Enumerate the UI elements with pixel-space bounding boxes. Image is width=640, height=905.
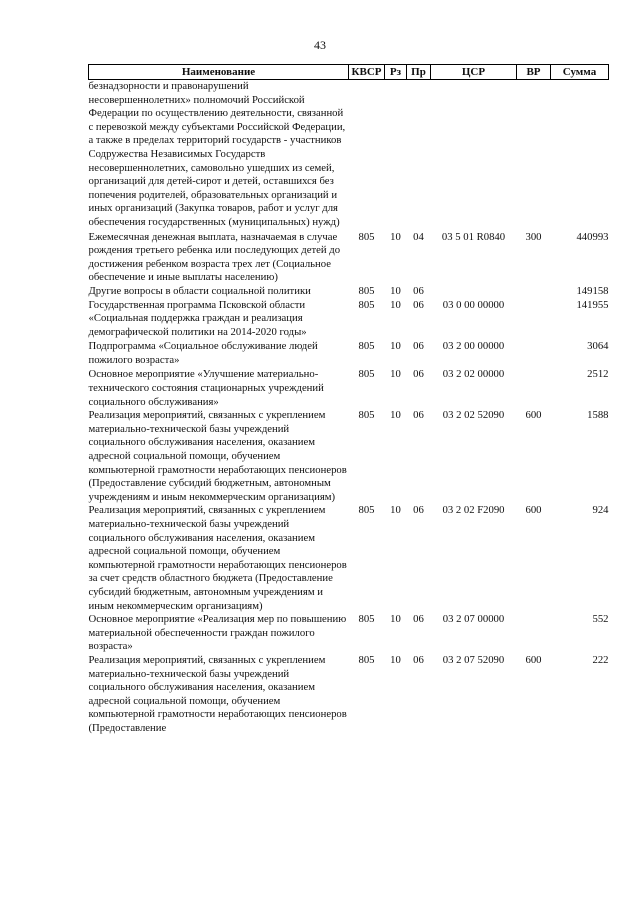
row-csr: 03 2 02 F2090 bbox=[442, 504, 505, 517]
table-row bbox=[89, 339, 609, 367]
table-row bbox=[89, 613, 609, 654]
header-pr: Пр bbox=[407, 65, 431, 80]
page-number: 43 bbox=[314, 38, 326, 52]
row-vr bbox=[517, 613, 551, 654]
table-row bbox=[89, 299, 609, 340]
row-csr: 03 2 07 00000 bbox=[442, 613, 505, 626]
budget-table bbox=[88, 64, 609, 736]
row-rz: 10 bbox=[390, 613, 401, 626]
row-csr bbox=[431, 80, 517, 230]
row-sum: 1588 bbox=[587, 409, 609, 422]
row-rz: 10 bbox=[390, 409, 401, 422]
row-kvsr: 805 bbox=[358, 284, 375, 297]
table-row bbox=[89, 654, 609, 736]
row-sum: 141955 bbox=[576, 298, 609, 311]
row-vr: 600 bbox=[525, 409, 542, 422]
row-name: Реализация мероприятий, связанных с укреплением материально-технической базы учреждений социального обслуживания населения, оказанием адресной социальной помощи, обучением компьютерной грамотности неработающих пенсионеров (Предоставление bbox=[88, 653, 347, 734]
table-row bbox=[89, 230, 609, 285]
row-name: Подпрограмма «Социальное обслуживание людей пожилого возраста» bbox=[88, 340, 318, 366]
header-name: Наименование bbox=[89, 65, 349, 80]
row-pr: 06 bbox=[413, 298, 424, 311]
row-kvsr bbox=[349, 80, 385, 230]
row-rz: 10 bbox=[390, 368, 401, 381]
row-pr: 06 bbox=[413, 409, 424, 422]
row-name: Ежемесячная денежная выплата, назначаемая в случае рождения третьего ребенка или последующих детей до достижения ребенком возраста трех лет (Социальное обеспечение и иные выплаты населению) bbox=[88, 230, 341, 284]
row-name: Реализация мероприятий, связанных с укреплением материально-технической базы учреждений социального обслуживания населения, оказанием адресной социальной помощи, обучением компьютерной грамотности неработающих пенсионеров за счет средств областного бюджета (Предоставление субсидий бюджетным, автономным учреждениям и иным некоммерческим организациям) bbox=[88, 504, 347, 612]
row-name: Другие вопросы в области социальной политики bbox=[88, 284, 311, 297]
row-pr: 06 bbox=[413, 340, 424, 353]
row-rz: 10 bbox=[390, 504, 401, 517]
row-csr: 03 0 00 00000 bbox=[442, 298, 505, 311]
table-row bbox=[89, 367, 609, 409]
header-csr: ЦСР bbox=[431, 65, 517, 80]
row-pr: 06 bbox=[413, 368, 424, 381]
row-sum bbox=[551, 80, 609, 230]
row-vr bbox=[517, 285, 551, 299]
row-kvsr: 805 bbox=[358, 653, 375, 666]
header-vr: ВР bbox=[517, 65, 551, 80]
row-vr: 600 bbox=[525, 653, 542, 666]
row-rz: 10 bbox=[390, 298, 401, 311]
row-vr bbox=[517, 367, 551, 409]
row-name: Реализация мероприятий, связанных с укреплением материально-технической базы учреждений социального обслуживания населения, оказанием адресной социальной помощи, обучением компьютерной грамотности неработающих пенсионеров (Предоставление субсидий бюджетным, автономным учреждениям и иным некоммерческим организациям) bbox=[88, 409, 347, 503]
row-vr: 300 bbox=[525, 230, 542, 243]
row-vr bbox=[517, 80, 551, 230]
row-sum: 3064 bbox=[587, 340, 609, 353]
row-sum: 149158 bbox=[576, 284, 609, 297]
row-sum: 2512 bbox=[587, 368, 609, 381]
header-sum: Сумма bbox=[551, 65, 609, 80]
row-name: безнадзорности и правонарушений несовершеннолетних» полномочий Российской Федерации по осуществлению деятельности, связанной с перевозкой между субъектами Российской Федерации, а также в пределах территорий государств - участников Содружества Независимых Государств несовершеннолетних, самовольно ушедших из семей, организаций для детей-сирот и детей, оставшихся без попечения родителей, образовательных организаций и иных организаций (Закупка товаров, работ и услуг для обеспечения государственных (муниципальных) нужд) bbox=[88, 80, 346, 228]
row-vr bbox=[517, 339, 551, 367]
row-pr bbox=[407, 80, 431, 230]
row-kvsr: 805 bbox=[358, 504, 375, 517]
row-kvsr: 805 bbox=[358, 230, 375, 243]
row-rz bbox=[385, 80, 407, 230]
row-kvsr: 805 bbox=[358, 613, 375, 626]
row-sum: 440993 bbox=[576, 230, 609, 243]
row-rz: 10 bbox=[390, 340, 401, 353]
row-rz: 10 bbox=[390, 284, 401, 297]
row-kvsr: 805 bbox=[358, 340, 375, 353]
row-name: Государственная программа Псковской области «Социальная поддержка граждан и реализация демографической политики на 2014-2020 годы» bbox=[88, 298, 307, 338]
row-pr: 04 bbox=[413, 230, 424, 243]
row-kvsr: 805 bbox=[358, 409, 375, 422]
row-sum: 552 bbox=[592, 613, 609, 626]
row-csr: 03 2 02 52090 bbox=[442, 409, 505, 422]
row-csr: 03 2 02 00000 bbox=[442, 368, 505, 381]
row-pr: 06 bbox=[413, 653, 424, 666]
row-name: Основное мероприятие «Реализация мер по повышению материальной обеспеченности граждан пожилого возраста» bbox=[88, 613, 347, 653]
row-pr: 06 bbox=[413, 284, 424, 297]
row-sum: 924 bbox=[592, 504, 609, 517]
row-kvsr: 805 bbox=[358, 298, 375, 311]
table-header-row bbox=[89, 65, 609, 80]
row-pr: 06 bbox=[413, 613, 424, 626]
row-rz: 10 bbox=[390, 653, 401, 666]
header-kvsr: КВСР bbox=[349, 65, 385, 80]
table-row bbox=[89, 409, 609, 504]
row-csr: 03 2 00 00000 bbox=[442, 340, 505, 353]
header-rz: Рз bbox=[385, 65, 407, 80]
row-pr: 06 bbox=[413, 504, 424, 517]
row-csr: 03 5 01 R0840 bbox=[441, 230, 506, 243]
row-sum: 222 bbox=[592, 653, 609, 666]
row-kvsr: 805 bbox=[358, 368, 375, 381]
table-row bbox=[89, 285, 609, 299]
row-name: Основное мероприятие «Улучшение материально-технического состояния стационарных учреждений социального обслуживания» bbox=[88, 368, 324, 408]
row-csr bbox=[431, 285, 517, 299]
row-vr bbox=[517, 299, 551, 340]
row-vr: 600 bbox=[525, 504, 542, 517]
row-rz: 10 bbox=[390, 230, 401, 243]
table-row bbox=[89, 80, 609, 230]
table-row bbox=[89, 504, 609, 613]
row-csr: 03 2 07 52090 bbox=[442, 653, 505, 666]
